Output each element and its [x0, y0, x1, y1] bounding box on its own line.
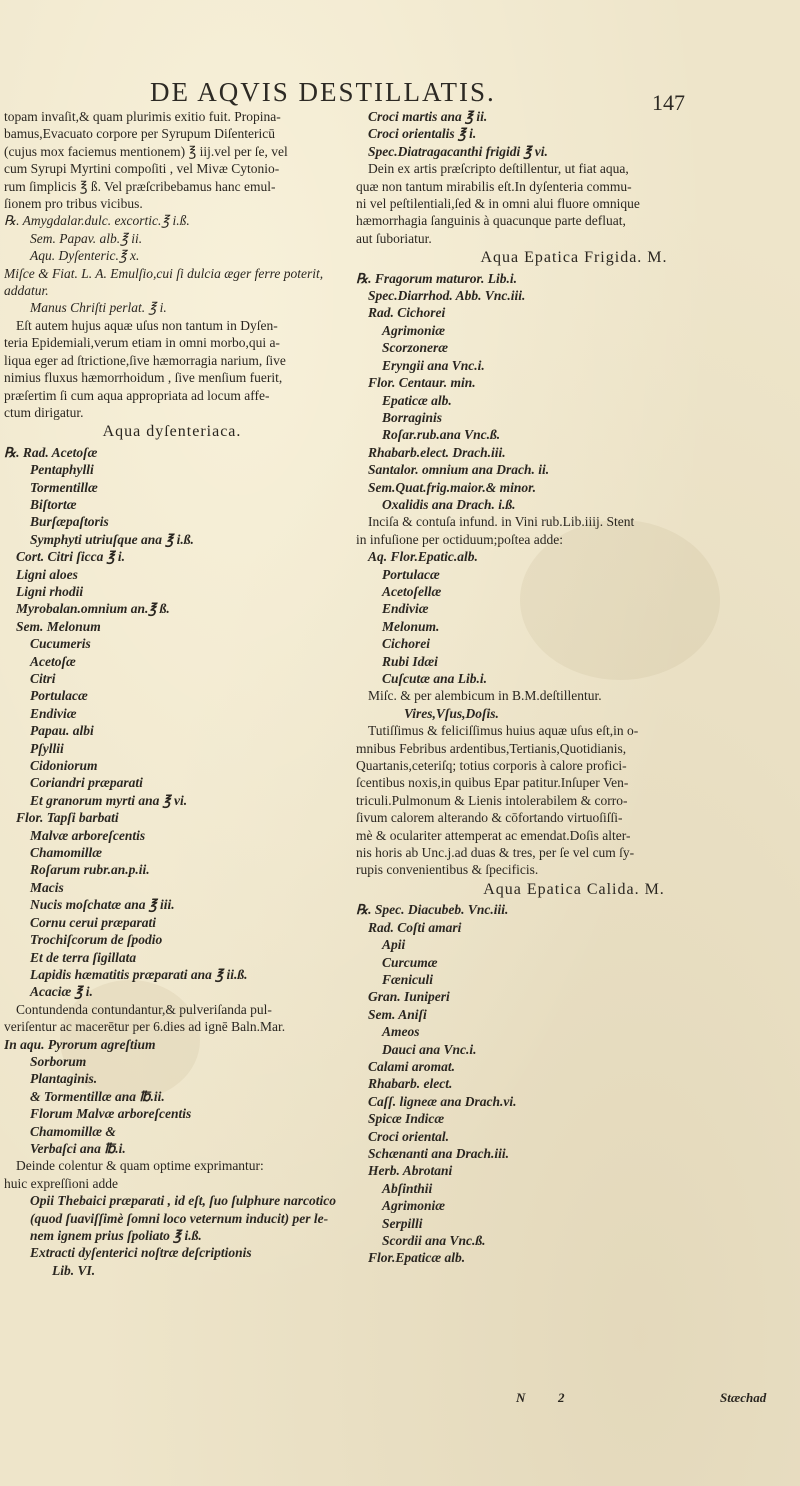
text-line: Croci orientalis ℥ i.: [368, 126, 477, 142]
text-line: Flor. Centaur. min.: [368, 375, 476, 391]
text-line: Serpilli: [382, 1215, 423, 1231]
text-line: Abſinthii: [382, 1180, 433, 1196]
signature-number: 2: [558, 1390, 565, 1405]
left-column: [4, 108, 340, 1279]
text-line: Calami aromat.: [368, 1058, 456, 1074]
text-line: (quod ſuaviſſimè ſomni loco veternum inducit) per le-: [30, 1210, 329, 1226]
text-line: in infuſione per octiduum;poſtea adde:: [356, 531, 563, 547]
text-line: (cujus mox faciemus mentionem) ℥ iij.vel per ſe, vel: [4, 143, 288, 159]
text-line: Quartanis,ceteriſq; totius corporis à calore profici-: [356, 758, 627, 774]
text-line: huic expreſſioni adde: [4, 1175, 118, 1191]
text-line: Et de terra ſigillata: [30, 949, 137, 965]
text-line: addatur.: [4, 283, 49, 299]
text-line: aut ſuboriatur.: [356, 230, 432, 246]
text-line: Deinde colentur & quam optime exprimantur:: [16, 1158, 264, 1174]
text-line: Aqu. Dyſenteric.℥ x.: [30, 248, 140, 264]
text-line: præſertim ſi cum aqua appropriata ad locum affe-: [4, 387, 270, 403]
text-line: In aqu. Pyrorum agreſtium: [4, 1036, 156, 1052]
text-line: Spec.Diatragacanthi frigidi ℥ vi.: [368, 143, 548, 159]
text-line: Fæniculi: [382, 971, 434, 987]
text-line: Lapidis hæmatitis præparati ana ℥ ii.ß.: [30, 966, 248, 982]
text-line: rupis convenientibus & ſpecificis.: [356, 862, 539, 878]
text-line: Opii Thebaici præparati , id eſt, ſuo ſulphure narcotico: [30, 1193, 337, 1209]
text-line: Rubi Idæi: [382, 653, 438, 669]
text-line: teria Epidemiali,verum etiam in omni morbo,qui a-: [4, 335, 280, 351]
text-line: Chamomillæ: [30, 845, 103, 861]
text-line: Pſyllii: [30, 740, 64, 756]
text-line: Herb. Abrotani: [368, 1163, 453, 1179]
running-title: DE AQVIS DESTILLATIS.: [150, 77, 496, 107]
section-heading: Aqua Epatica Calida. M.: [483, 880, 665, 898]
text-line: Melonum.: [382, 618, 440, 634]
text-line: Santalor. omnium ana Drach. ii.: [368, 462, 550, 478]
text-line: cum Syrupi Myrtini compoſiti , vel Mivæ Cytonio-: [4, 161, 280, 177]
text-line: hæmorrhagia ſanguinis à quacunque parte defluat,: [356, 213, 626, 229]
signature-mark: N: [516, 1390, 526, 1405]
text-line: & Tormentillæ ana ℔.ii.: [30, 1088, 165, 1104]
text-line: Sem. Papav. alb.℥ ii.: [30, 230, 143, 246]
text-line: Ligni rhodii: [16, 583, 84, 599]
text-line: mè & oculariter attemperat ac emendat.Doſis alter-: [356, 827, 631, 843]
text-line: Cuſcutæ ana Lib.i.: [382, 671, 488, 686]
text-line: Inciſa & contuſa infund. in Vini rub.Lib.iiij. Stent: [368, 514, 635, 530]
text-line: Dein ex artis præſcripto deſtillentur, ut fiat aqua,: [368, 161, 629, 177]
text-line: Flor.Epaticæ alb.: [368, 1250, 466, 1266]
text-line: Cucumeris: [30, 636, 91, 652]
text-line: Croci oriental.: [368, 1128, 450, 1144]
text-line: Miſc. & per alembicum in B.M.deſtillentur.: [368, 688, 602, 704]
catchword: Stæchad: [720, 1390, 767, 1405]
text-line: Caſſ. ligneæ ana Drach.vi.: [368, 1093, 517, 1109]
text-line: Chamomillæ &: [30, 1123, 116, 1139]
text-line: veriſentur ac macerētur per 6.dies ad ignē Baln.Mar.: [4, 1019, 286, 1035]
text-line: Eryngii ana Vnc.i.: [382, 357, 485, 373]
text-line: nimius fluxus hæmorrhoidum , ſive menſium fuerit,: [4, 370, 283, 386]
text-line: Rhabarb.elect. Drach.iii.: [368, 444, 506, 460]
text-line: quæ non tantum mirabilis eſt.In dyſenteria commu-: [356, 178, 632, 194]
text-line: Gran. Iuniperi: [368, 989, 450, 1005]
section-heading: Aqua Epatica Frigida. M.: [480, 249, 668, 267]
text-line: Portulacæ: [382, 566, 440, 582]
text-line: Acetoſellæ: [382, 583, 442, 599]
text-line: Macis: [30, 879, 64, 895]
text-line: nem ignem prius ſpoliato ℥ i.ß.: [30, 1228, 202, 1243]
text-line: Extracti dyſenterici noſtræ deſcriptionis: [30, 1245, 252, 1261]
text-line: Curcumæ: [382, 954, 438, 970]
text-line: Burſæpaſtoris: [30, 514, 109, 530]
text-line: mnibus Febribus ardentibus,Tertianis,Quotidianis,: [356, 740, 627, 756]
right-column: [356, 108, 792, 1267]
text-line: Flor. Tapſi barbati: [16, 810, 119, 826]
text-line: ni vel peſtilentiali,ſed & in omni alui fluore omnique: [356, 196, 640, 212]
text-line: triculi.Pulmonum & Lienis intolerabilem & corro-: [356, 792, 628, 808]
text-line: Cort. Citri ſicca ℥ i.: [16, 549, 126, 565]
text-line: Spec.Diarrhod. Abb. Vnc.iii.: [368, 288, 526, 304]
text-line: ℞. Fragorum maturor. Lib.i.: [356, 270, 518, 286]
text-line: Citri: [30, 671, 56, 686]
text-line: Sem.Quat.frig.maior.& minor.: [368, 479, 537, 495]
text-line: Contundenda contundantur,& pulveriſanda pul-: [16, 1001, 272, 1017]
text-line: Agrimoniæ: [382, 1198, 446, 1214]
text-line: Ligni aloes: [16, 566, 78, 582]
text-line: Spicæ Indicæ: [368, 1111, 445, 1127]
text-line: Acetoſæ: [30, 653, 76, 669]
text-line: ſionem pro tribus vicibus.: [4, 196, 143, 212]
text-line: Ameos: [382, 1024, 420, 1040]
text-line: Pentaphylli: [30, 462, 94, 478]
text-line: Endiviæ: [382, 601, 429, 617]
text-line: Sorborum: [30, 1053, 87, 1069]
text-line: ℞. Rad. Acetoſæ: [4, 444, 98, 460]
text-line: Endiviæ: [30, 705, 77, 721]
text-line: Sem. Melonum: [16, 618, 101, 634]
text-line: ℞. Spec. Diacubeb. Vnc.iii.: [356, 902, 509, 918]
text-line: Vires,Vſus,Doſis.: [404, 705, 499, 721]
text-line: Epaticæ alb.: [382, 392, 452, 408]
text-line: topam invaſit,& quam plurimis exitio fuit. Propina-: [4, 109, 281, 124]
page-number: 147: [652, 90, 685, 115]
text-line: ctum dirigatur.: [4, 404, 84, 420]
text-line: Rad. Coſti amari: [368, 919, 462, 935]
text-line: Plantaginis.: [30, 1071, 98, 1087]
text-line: rum ſimplicis ℥ ß. Vel præſcribebamus hanc emul-: [4, 178, 276, 194]
text-line: Malvæ arboreſcentis: [30, 827, 146, 843]
text-line: Verbaſci ana ℔.i.: [30, 1140, 126, 1156]
text-line: Scorzoneræ: [382, 340, 449, 356]
text-line: Acaciæ ℥ i.: [30, 984, 93, 1000]
text-line: Rhabarb. elect.: [368, 1076, 453, 1092]
text-line: Cidoniorum: [30, 758, 98, 774]
text-line: Myrobalan.omnium an.℥ ß.: [16, 601, 170, 617]
text-line: Tutiſſimus & feliciſſimus huius aquæ uſus eſt,in o-: [368, 723, 639, 739]
text-line: Oxalidis ana Drach. i.ß.: [382, 496, 516, 512]
text-line: Cichorei: [382, 636, 431, 652]
text-line: Papau. albi: [30, 723, 94, 739]
text-line: liqua eger ad ſtrictione,ſive hæmorragia narium, ſive: [4, 352, 286, 368]
text-line: Nucis moſchatæ ana ℥ iii.: [30, 897, 175, 913]
text-line: Symphyti utriuſque ana ℥ i.ß.: [30, 531, 194, 547]
text-line: Cornu cerui præparati: [30, 914, 157, 930]
text-line: Roſarum rubr.an.p.ii.: [30, 862, 150, 878]
text-line: Rad. Cichorei: [368, 305, 446, 321]
text-line: Croci martis ana ℥ ii.: [368, 109, 488, 124]
text-line: Miſce & Fiat. L. A. Emulſio,cui ſi dulcia æger ferre poterit,: [4, 265, 324, 281]
text-line: Aq. Flor.Epatic.alb.: [368, 549, 478, 565]
text-line: ſcentibus noxis,in quibus Epar patitur.Inſuper Ven-: [356, 775, 629, 791]
text-line: Biſtortæ: [30, 496, 77, 512]
section-heading: Aqua dyſenteriaca.: [102, 423, 242, 441]
text-line: Schænanti ana Drach.iii.: [368, 1145, 510, 1161]
text-line: Roſar.rub.ana Vnc.ß.: [382, 427, 501, 443]
text-line: Scordii ana Vnc.ß.: [382, 1233, 486, 1248]
text-line: Et granorum myrti ana ℥ vi.: [30, 792, 188, 808]
text-line: ℞. Amygdalar.dulc. excortic.℥ i.ß.: [4, 213, 190, 229]
text-line: Borraginis: [382, 409, 443, 425]
text-line: Sem. Aniſi: [368, 1006, 427, 1022]
text-line: Trochiſcorum de ſpodio: [30, 932, 163, 948]
text-line: ſivum calorem alterando & cōfortando virtuoſiſſi-: [356, 810, 623, 826]
text-line: Portulacæ: [30, 688, 88, 704]
text-line: Eſt autem hujus aquæ uſus non tantum in Dyſen-: [16, 317, 278, 333]
text-line: Coriandri præparati: [30, 775, 143, 791]
text-line: bamus,Evacuato corpore per Syrupum Diſentericū: [4, 126, 276, 142]
text-line: nis horis ab Unc.j.ad duas & tres, per ſe vel cum ſy-: [356, 845, 635, 861]
text-line: Florum Malvæ arboreſcentis: [30, 1106, 192, 1122]
text-line: Dauci ana Vnc.i.: [382, 1041, 477, 1057]
text-line: Apii: [382, 937, 406, 953]
text-line: Agrimoniæ: [382, 322, 446, 338]
text-line: Lib. VI.: [52, 1262, 96, 1278]
text-line: Tormentillæ: [30, 479, 98, 495]
text-line: Manus Chriſti perlat. ℥ i.: [30, 300, 167, 316]
